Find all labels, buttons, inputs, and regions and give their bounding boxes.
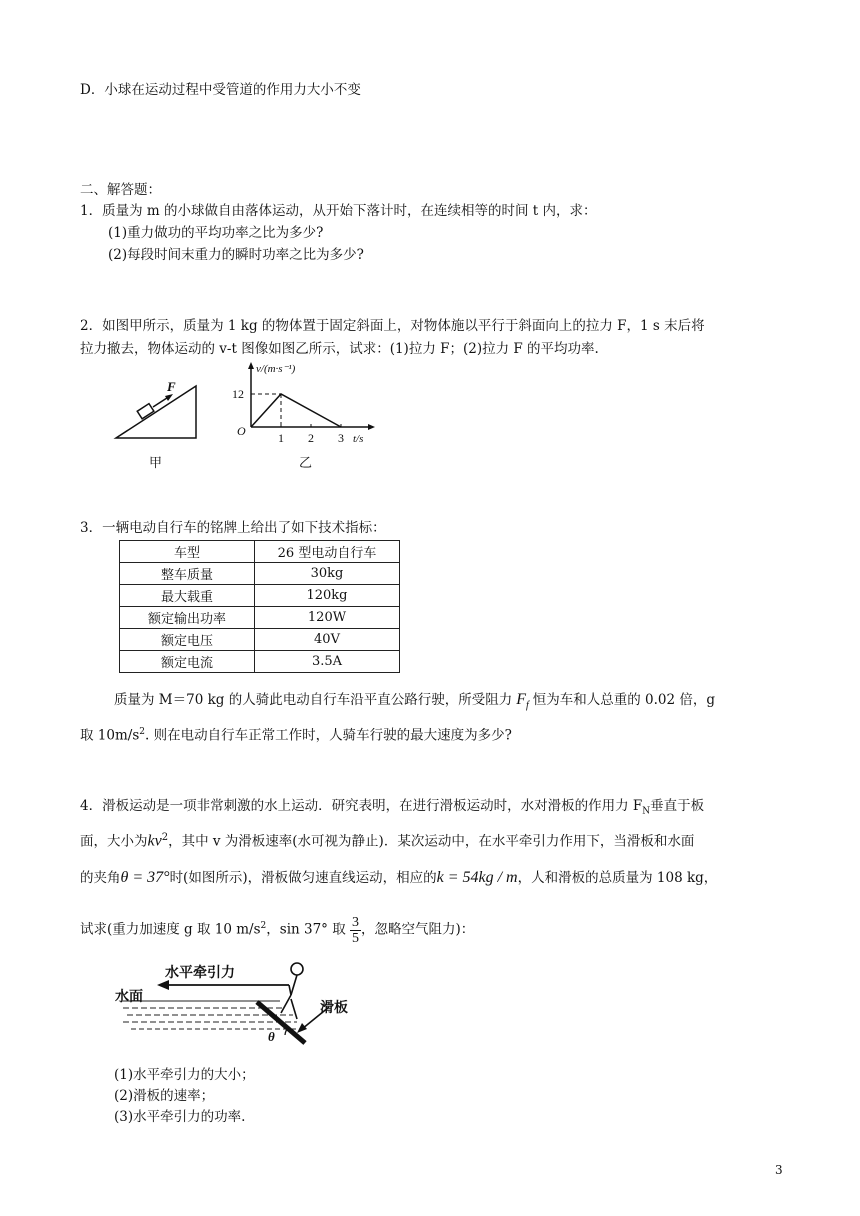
y-axis-arrow: [248, 362, 254, 369]
q4-math: k = 54kg / m: [436, 869, 518, 886]
table-cell: 整车质量: [120, 563, 255, 585]
q4-line3: [80, 868, 717, 888]
fig-jia-caption: 甲: [149, 456, 163, 471]
fraction-numerator: 3: [352, 914, 360, 930]
q4-text: 面，大小为: [80, 833, 148, 850]
force-arrowhead: [165, 394, 173, 401]
q1-sub2: (2)每段时间末重力的瞬时功率之比为多少?: [108, 247, 364, 263]
table-cell: 额定输出功率: [120, 607, 255, 629]
series-line: [251, 394, 341, 427]
q4-sub3: (3)水平牵引力的功率.: [114, 1109, 246, 1125]
table-cell: 额定电压: [120, 629, 255, 651]
q3-stem: 3．一辆电动自行车的铭牌上给出了如下技术指标：: [80, 520, 386, 536]
q2-line2: 拉力撤去，物体运动的 v-t 图像如图乙所示，试求：(1)拉力 F；(2)拉力 F 的平均功率.: [80, 341, 599, 357]
q4-sub1: (1)水平牵引力的大小；: [114, 1067, 255, 1083]
section-heading: 二、解答题：: [80, 182, 161, 198]
incline-triangle: [116, 386, 196, 438]
water-force-arrowhead: [297, 1023, 307, 1033]
q3-text: 质量为 M＝70 kg 的人骑此电动自行车沿平直公路行驶，所受阻力: [114, 692, 513, 708]
force-label: F: [167, 379, 176, 394]
q3-paragraph-line1: [114, 690, 715, 716]
skier: [281, 963, 303, 1019]
waterski-figure: [105, 955, 395, 1050]
q3-text: 恒为车和人总重的 0.02 倍，g: [532, 692, 716, 708]
traction-arrowhead: [157, 980, 169, 990]
table-cell: 26 型电动自行车: [255, 541, 400, 563]
ff-letter: F: [516, 691, 526, 708]
table-row: [120, 629, 400, 651]
q4-text: ，忽略空气阻力)：: [361, 921, 475, 938]
table-row: [120, 651, 400, 673]
q1-sub1: (1)重力做功的平均功率之比为多少?: [108, 225, 324, 241]
x-tick-label: 2: [308, 431, 314, 445]
table-cell: 120W: [255, 607, 400, 629]
q3-paragraph-line2: [80, 722, 512, 746]
water-label: 水面: [115, 989, 143, 1005]
origin-label: O: [237, 424, 246, 438]
q1-stem: 1．质量为 m 的小球做自由落体运动，从开始下落计时，在连续相等的时间 t 内，求：: [80, 203, 597, 219]
option-d: D．小球在运动过程中受管道的作用力大小不变: [80, 82, 361, 98]
table-row: [120, 541, 400, 563]
page-number: 3: [775, 1163, 783, 1177]
traction-label: 水平牵引力: [165, 965, 235, 981]
q4-text: 垂直于板: [650, 798, 705, 814]
q4-sub2: (2)滑板的速率；: [114, 1088, 215, 1104]
table-cell: 30kg: [255, 563, 400, 585]
table-cell: 额定电流: [120, 651, 255, 673]
table-row: [120, 607, 400, 629]
angle-label: θ: [268, 1029, 275, 1044]
y-axis-label: v/(m·s⁻¹): [256, 363, 296, 375]
x-axis-arrow: [368, 424, 375, 430]
x-axis-label: t/s: [353, 433, 364, 445]
q4-math: kv: [147, 832, 162, 850]
q4-text: ，其中 v 为滑板速率(水可视为静止)．某次运动中，在水平牵引力作用下，当滑板和水面: [168, 833, 695, 850]
q4-line4: [80, 908, 474, 948]
q4-math: θ = 37°: [120, 869, 170, 886]
fig-yi-caption: 乙: [299, 456, 313, 471]
q4-text: 4．滑板运动是一项非常刺激的水上运动．研究表明，在进行滑板运动时，水对滑板的作用力 F: [80, 798, 643, 814]
q4-superscript: 2: [161, 832, 169, 843]
board-label: 滑板: [320, 1000, 348, 1016]
q4-text: ，sin 37° 取: [266, 921, 346, 938]
block-on-incline: [137, 404, 154, 419]
y-tick-label: 12: [232, 387, 244, 401]
fraction-three-fifths: [350, 915, 361, 946]
table-cell: 3.5A: [255, 651, 400, 673]
fraction-denominator: 5: [352, 930, 360, 946]
spec-table: [119, 540, 400, 673]
q3-text: 取 10m/s: [80, 727, 140, 744]
ff-symbol: [512, 691, 533, 712]
q3-superscript: 2: [139, 727, 145, 737]
q4-text: 试求(重力加速度 g 取 10 m/s: [80, 921, 261, 938]
q4-text: 的夹角: [80, 870, 121, 886]
table-row: [120, 563, 400, 585]
q4-subscript: N: [642, 806, 651, 817]
q3-text: . 则在电动自行车正常工作时，人骑车行驶的最大速度为多少?: [144, 727, 512, 744]
table-cell: 车型: [120, 541, 255, 563]
x-tick-label: 3: [338, 431, 344, 445]
table-cell: 40V: [255, 629, 400, 651]
x-tick-label: 1: [278, 431, 284, 445]
q4-line2: [80, 828, 694, 852]
table-row: [120, 585, 400, 607]
ff-subscript: f: [525, 700, 529, 712]
table-cell: 120kg: [255, 585, 400, 607]
q4-line1: [80, 796, 704, 822]
q4-text: 时(如图所示)，滑板做匀速直线运动，相应的: [169, 870, 437, 886]
q4-text: ，人和滑板的总质量为 108 kg，: [517, 870, 718, 886]
table-cell: 最大载重: [120, 585, 255, 607]
q4-superscript: 2: [260, 921, 267, 931]
q2-line1: 2．如图甲所示，质量为 1 kg 的物体置于固定斜面上，对物体施以平行于斜面向上的拉力 F，1 s 末后将: [80, 318, 705, 334]
